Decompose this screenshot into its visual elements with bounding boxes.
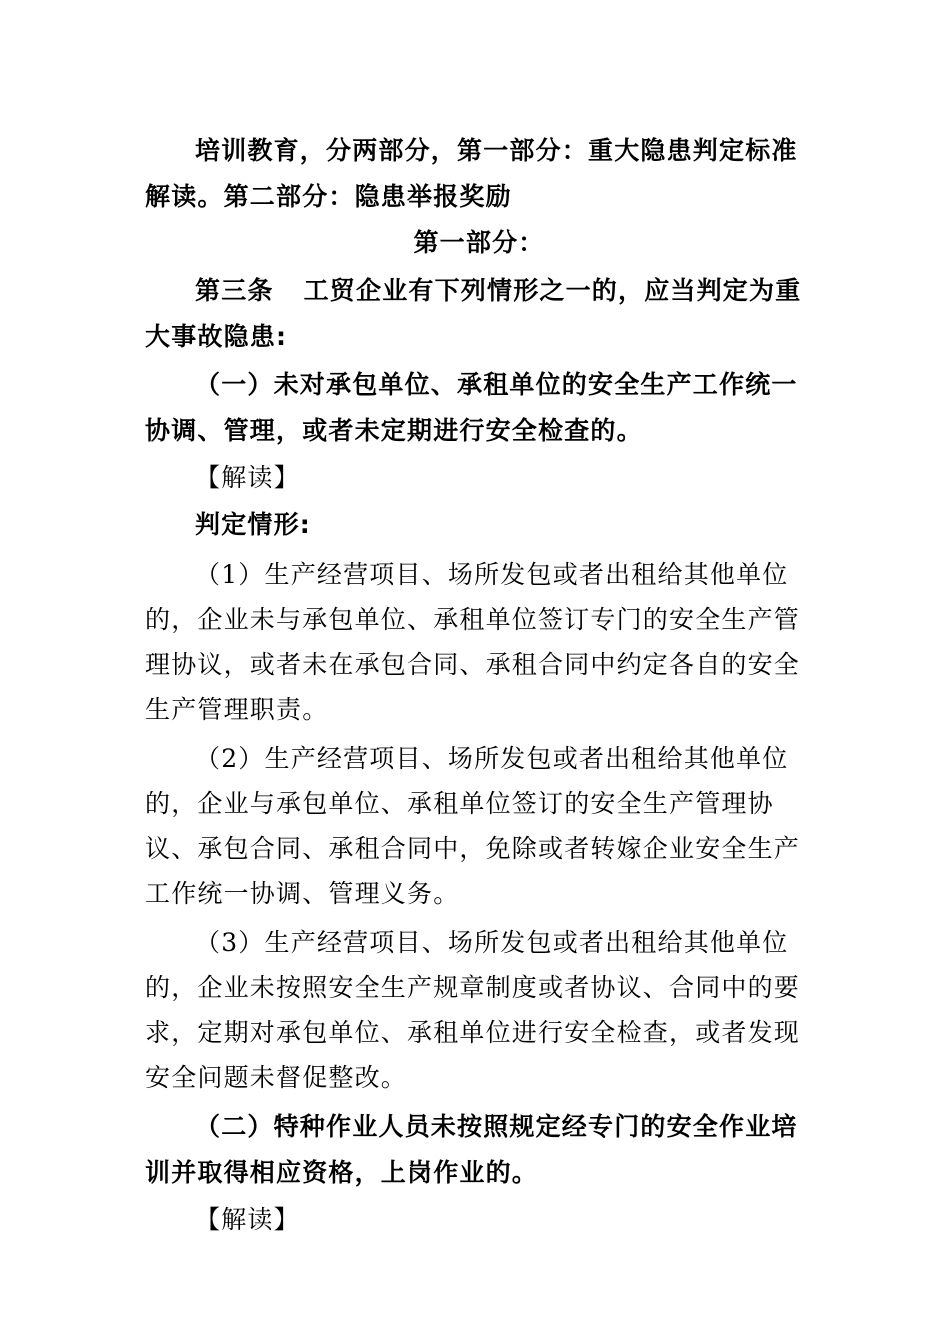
case-2-paragraph: （2）生产经营项目、场所发包或者出租给其他单位的，企业与承包单位、承租单位签订的安全生产管理协议、承包合同、承租合同中，免除或者转嫁企业安全生产工作统一协调、管理义务。: [145, 744, 801, 908]
article-paragraph: [145, 268, 813, 360]
item-2-interpretation-label: 【解读】: [195, 1205, 300, 1234]
document-body: [145, 128, 813, 1242]
criteria-heading: 判定情形:: [195, 510, 311, 539]
article-label: 第三条: [195, 276, 274, 305]
item-2-title: （二）特种作业人员未按照规定经专门的安全作业培训并取得相应资格，上岗作业的。: [145, 1112, 798, 1187]
article-text: 工贸企业有下列情形之一的，应当判定为重大事故隐患:: [145, 276, 802, 351]
item-1-interpretation-label: 【解读】: [195, 463, 300, 492]
intro-paragraph: 培训教育，分两部分，第一部分：重大隐患判定标准解读。第二部分：隐患举报奖励: [145, 136, 798, 211]
case-3-paragraph: （3）生产经营项目、场所发包或者出租给其他单位的，企业未按照安全生产规章制度或者协议、合同中的要求，定期对承包单位、承租单位进行安全检查，或者发现安全问题未督促整改。: [145, 928, 801, 1092]
item-1-title: （一）未对承包单位、承租单位的安全生产工作统一协调、管理，或者未定期进行安全检查的。: [145, 370, 798, 445]
part-heading: 第一部分：: [413, 228, 545, 257]
case-1-paragraph: （1）生产经营项目、场所发包或者出租给其他单位的，企业未与承包单位、承租单位签订专门的安全生产管理协议，或者未在承包合同、承租合同中约定各自的安全生产管理职责。: [145, 560, 801, 724]
